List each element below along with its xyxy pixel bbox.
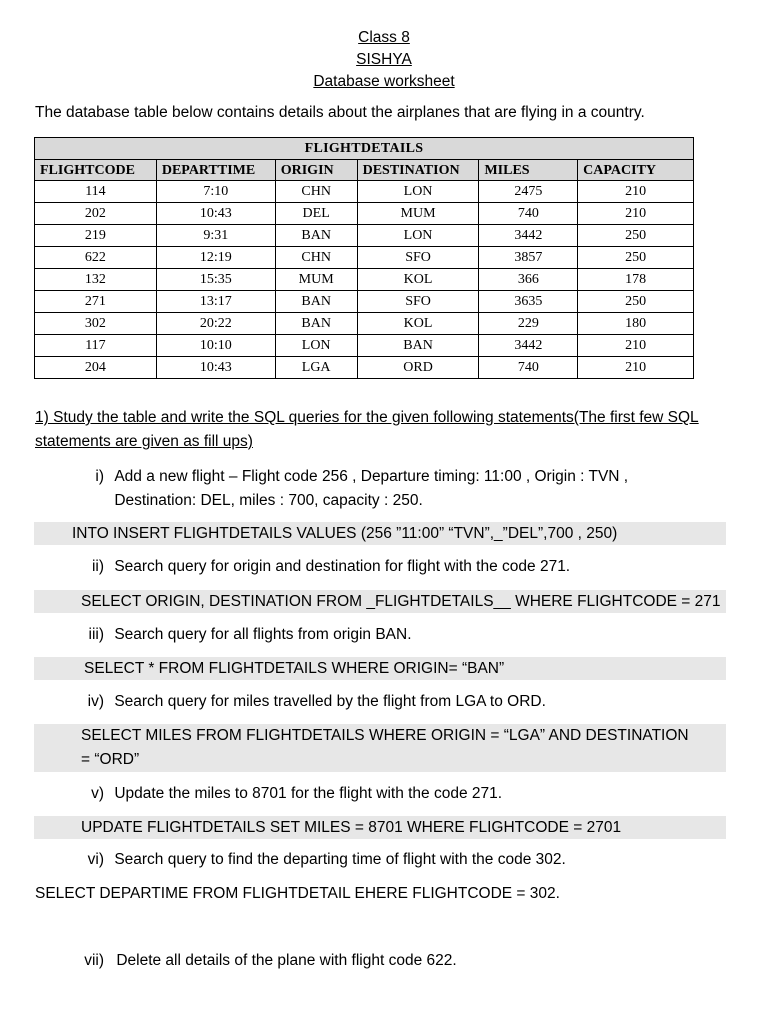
table-cell: 10:10 xyxy=(156,335,275,357)
item-text: Search query for origin and destination for flight with the code 271. xyxy=(114,558,571,575)
table-cell: 210 xyxy=(578,335,694,357)
table-cell: 7:10 xyxy=(156,181,275,203)
item-text: Delete all details of the plane with flight code 622. xyxy=(116,952,457,969)
table-body xyxy=(35,181,694,379)
table-cell: 250 xyxy=(578,247,694,269)
table-row xyxy=(35,203,694,225)
item-text: Update the miles to 8701 for the flight with the code 271. xyxy=(114,785,503,802)
table-cell: CHN xyxy=(275,181,357,203)
table-cell: 9:31 xyxy=(156,225,275,247)
table-cell: 3857 xyxy=(479,247,578,269)
table-cell: 740 xyxy=(479,203,578,225)
table-cell: 3442 xyxy=(479,335,578,357)
flightdetails-table xyxy=(34,137,694,379)
table-cell: 3442 xyxy=(479,225,578,247)
item-number: v) xyxy=(91,785,104,802)
table-cell: 210 xyxy=(578,181,694,203)
question-item xyxy=(80,690,546,714)
question-item xyxy=(80,623,412,647)
question-item xyxy=(80,465,680,513)
table-row xyxy=(35,181,694,203)
answer-line: INTO INSERT FLIGHTDETAILS VALUES (256 ”11:00” “TVN”,_”DEL”,700 , 250) xyxy=(34,522,726,545)
item-number: vii) xyxy=(84,952,104,969)
table-cell: SFO xyxy=(357,247,479,269)
table-cell: 10:43 xyxy=(156,357,275,379)
question-item xyxy=(80,949,457,973)
table-cell: 13:17 xyxy=(156,291,275,313)
column-header: MILES xyxy=(479,160,578,181)
item-text: Search query for all flights from origin BAN. xyxy=(114,626,412,643)
table-cell: BAN xyxy=(275,313,357,335)
table-cell: 366 xyxy=(479,269,578,291)
table-cell: SFO xyxy=(357,291,479,313)
table-cell: 210 xyxy=(578,203,694,225)
table-row xyxy=(35,313,694,335)
answer-line: UPDATE FLIGHTDETAILS SET MILES = 8701 WHERE FLIGHTCODE = 2701 xyxy=(34,816,726,839)
table-cell: 12:19 xyxy=(156,247,275,269)
item-number: ii) xyxy=(91,558,104,575)
column-header: DEPARTTIME xyxy=(156,160,275,181)
table-cell: LON xyxy=(357,225,479,247)
table-cell: BAN xyxy=(275,291,357,313)
table-cell: LON xyxy=(275,335,357,357)
school-name: SISHYA xyxy=(356,51,412,68)
table-cell: 250 xyxy=(578,225,694,247)
question-item xyxy=(80,782,502,806)
table-cell: 302 xyxy=(35,313,157,335)
table-cell: KOL xyxy=(357,269,479,291)
item-text: Search query to find the departing time of flight with the code 302. xyxy=(114,851,566,868)
table-cell: 178 xyxy=(578,269,694,291)
class-label: Class 8 xyxy=(358,29,410,46)
table-header-row xyxy=(35,160,694,181)
table-cell: 2475 xyxy=(479,181,578,203)
table-cell: CHN xyxy=(275,247,357,269)
table-cell: LGA xyxy=(275,357,357,379)
table-row xyxy=(35,269,694,291)
table-cell: 117 xyxy=(35,335,157,357)
table-cell: LON xyxy=(357,181,479,203)
table-cell: 204 xyxy=(35,357,157,379)
table-cell: DEL xyxy=(275,203,357,225)
table-cell: BAN xyxy=(275,225,357,247)
table-cell: KOL xyxy=(357,313,479,335)
table-cell: 229 xyxy=(479,313,578,335)
table-cell: 210 xyxy=(578,357,694,379)
table-cell: 202 xyxy=(35,203,157,225)
item-number: vi) xyxy=(87,851,104,868)
worksheet-header xyxy=(0,27,768,93)
table-cell: 10:43 xyxy=(156,203,275,225)
table-cell: 250 xyxy=(578,291,694,313)
item-number: iii) xyxy=(88,626,104,643)
table-cell: ORD xyxy=(357,357,479,379)
table-row xyxy=(35,335,694,357)
question-1: 1) Study the table and write the SQL queries for the given following statements(The first few SQL statements are given as fill ups) xyxy=(35,409,699,450)
table-cell: 3635 xyxy=(479,291,578,313)
question-item xyxy=(80,848,566,872)
item-number: iv) xyxy=(87,693,104,710)
table-cell: 740 xyxy=(479,357,578,379)
table-cell: MUM xyxy=(275,269,357,291)
table-cell: 114 xyxy=(35,181,157,203)
table-cell: BAN xyxy=(357,335,479,357)
table-title: FLIGHTDETAILS xyxy=(35,138,694,160)
worksheet-title: Database worksheet xyxy=(313,73,455,90)
column-header: FLIGHTCODE xyxy=(35,160,157,181)
table-cell: MUM xyxy=(357,203,479,225)
table-row xyxy=(35,357,694,379)
table-cell: 622 xyxy=(35,247,157,269)
intro-text: The database table below contains details about the airplanes that are flying in a country. xyxy=(35,104,645,121)
table-cell: 15:35 xyxy=(156,269,275,291)
table-cell: 180 xyxy=(578,313,694,335)
table-row xyxy=(35,291,694,313)
answer-line: SELECT MILES FROM FLIGHTDETAILS WHERE ORIGIN = “LGA” AND DESTINATION = “ORD” xyxy=(34,724,726,772)
table-cell: 271 xyxy=(35,291,157,313)
question-item xyxy=(80,555,570,579)
answer-line: SELECT * FROM FLIGHTDETAILS WHERE ORIGIN= “BAN” xyxy=(34,657,726,680)
item-text: Add a new flight – Flight code 256 , Departure timing: 11:00 , Origin : TVN , Destination: DEL, miles : 700, capacity : 250. xyxy=(114,468,629,509)
column-header: ORIGIN xyxy=(275,160,357,181)
answer-line: SELECT ORIGIN, DESTINATION FROM _FLIGHTDETAILS__ WHERE FLIGHTCODE = 271 xyxy=(34,590,726,613)
table-cell: 219 xyxy=(35,225,157,247)
column-header: DESTINATION xyxy=(357,160,479,181)
table-cell: 132 xyxy=(35,269,157,291)
item-text: Search query for miles travelled by the flight from LGA to ORD. xyxy=(114,693,546,710)
item-number: i) xyxy=(95,468,104,485)
table-cell: 20:22 xyxy=(156,313,275,335)
answer-line: SELECT DEPARTIME FROM FLIGHTDETAIL EHERE FLIGHTCODE = 302. xyxy=(35,885,560,902)
table-row xyxy=(35,247,694,269)
column-header: CAPACITY xyxy=(578,160,694,181)
table-row xyxy=(35,225,694,247)
